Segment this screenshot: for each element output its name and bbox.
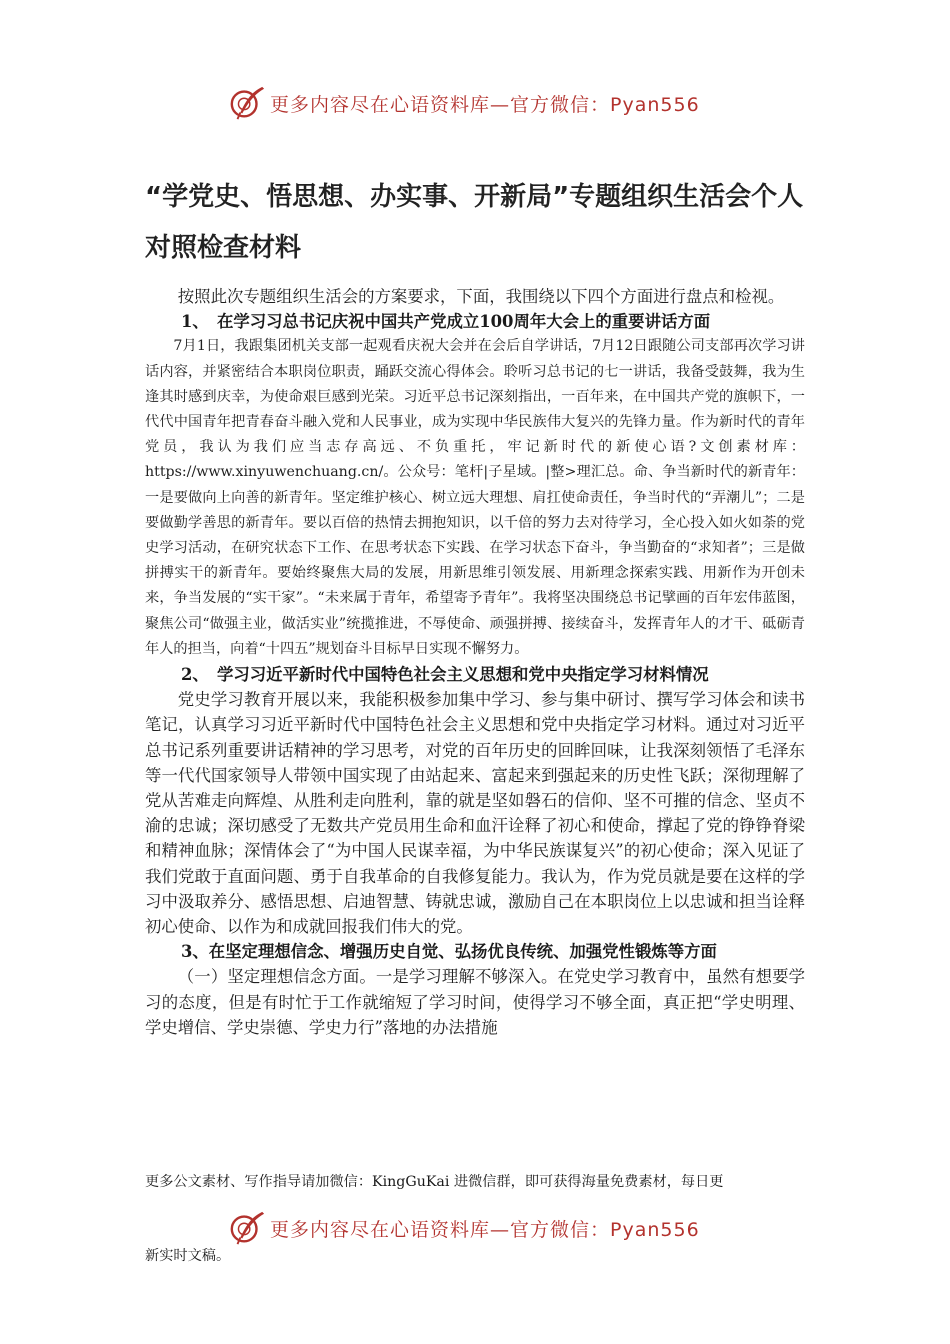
section-1-body: 7月1日，我跟集团机关支部一起观看庆祝大会并在会后自学讲话，7月12日跟随公司支部再次学习讲话内容，并紧密结合本职岗位职责，踊跃交流心得体会。聆听习总书记的七一讲话，我备受鼓舞，我为生逢其时感到庆幸，为使命艰巨感到光荣。习近平总书记深刻指出，一百年来，在中国共产党的旗帜下，一代代中国青年把青春奋斗融入党和人民事业，成为实现中华民族伟大复兴的先锋力量。作为新时代的青年党员，我认为我们应当志存高远、不负重托，牢记新时代的新使心语?文创素材库：https://www.xinyuwenchuang.cn/。公众号：笔杆|子星域。|整>理汇总。命、争当新时代的新青年：一是要做向上向善的新青年。坚定维护核心、树立远大理想、肩扛使命责任，争当时代的“弄潮儿”；二是要做勤学善思的新青年。要以百倍的热情去拥抱知识，以千倍的努力去对待学习，全心投入如火如荼的党史学习活动，在研究状态下工作、在思考状态下实践、在学习状态下奋斗，争当勤奋的“求知者”；三是做拼搏实干的新青年。要始终聚焦大局的发展，用新思维引领发展、用新理念探索实践、用新作为开创未来，争当发展的“实干家”。“未来属于青年，希望寄予青年”。我将坚决围绕总书记擘画的百年宏伟蓝图，聚焦公司“做强主业，做活实业”统揽推进，不辱使命、顽强拼搏、接续奋斗，发挥青年人的才干、砥砺青年人的担当，向着“十四五”规划奋斗目标早日实现不懈努力。 [145, 338, 805, 657]
document-title: “学党史、悟思想、办实事、开新局”专题组织生活会个人对照检查材料 [145, 182, 804, 263]
quill-logo-icon [228, 84, 266, 122]
footer-note: 更多公文素材、写作指导请加微信：KingGuKai 进微信群，即可获得海量免费素材，每日更 [145, 1174, 724, 1190]
section-1-heading: 1、 在学习习总书记庆祝中国共产党成立100周年大会上的重要讲话方面 [181, 312, 711, 332]
intro-paragraph: 按照此次专题组织生活会的方案要求，下面，我围绕以下四个方面进行盘点和检视。 [177, 287, 785, 306]
quill-logo-icon [228, 1209, 266, 1247]
footer-banner [228, 1206, 700, 1250]
section-3-heading: 3、在坚定理想信念、增强历史自觉、弘扬优良传统、加强党性锻炼等方面 [181, 942, 717, 962]
footer-note-continued: 新实时文稿。 [145, 1248, 231, 1264]
section-2-heading: 2、 学习习近平新时代中国特色社会主义思想和党中央指定学习材料情况 [181, 665, 709, 685]
document-body [145, 284, 805, 1040]
banner-text: 更多内容尽在心语资料库—官方微信：Pyan556 [270, 93, 700, 116]
banner-text: 更多内容尽在心语资料库—官方微信：Pyan556 [270, 1218, 700, 1241]
section-2-body: 党史学习教育开展以来，我能积极参加集中学习、参与集中研讨、撰写学习体会和读书笔记，认真学习习近平新时代中国特色社会主义思想和党中央指定学习材料。通过对习近平总书记系列重要讲话精神的学习思考，对党的百年历史的回眸回味，让我深刻领悟了毛泽东等一代代国家领导人带领中国实现了由站起来、富起来到强起来的历史性飞跃；深彻理解了党从苦难走向辉煌、从胜利走向胜利，靠的就是坚如磐石的信仰、坚不可摧的信念、坚贞不渝的忠诚；深切感受了无数共产党员用生命和血汗诠释了初心和使命，撑起了党的铮铮脊梁和精神血脉；深情体会了“为中国人民谋幸福，为中华民族谋复兴”的初心使命；深入见证了我们党敢于直面问题、勇于自我革命的自我修复能力。我认为，作为党员就是要在这样的学习中汲取养分、感悟思想、启迪智慧、铸就忠诚，激励自己在本职岗位上以忠诚和担当诠释初心使命、以作为和成就回报我们伟大的党。 [145, 690, 805, 937]
header-banner [228, 81, 700, 125]
section-3-body: （一）坚定理想信念方面。一是学习理解不够深入。在党史学习教育中，虽然有想要学习的态度，但是有时忙于工作就缩短了学习时间，使得学习不够全面，真正把“学史明理、学史增信、学史崇德、学史力行”落地的办法措施 [145, 967, 805, 1037]
